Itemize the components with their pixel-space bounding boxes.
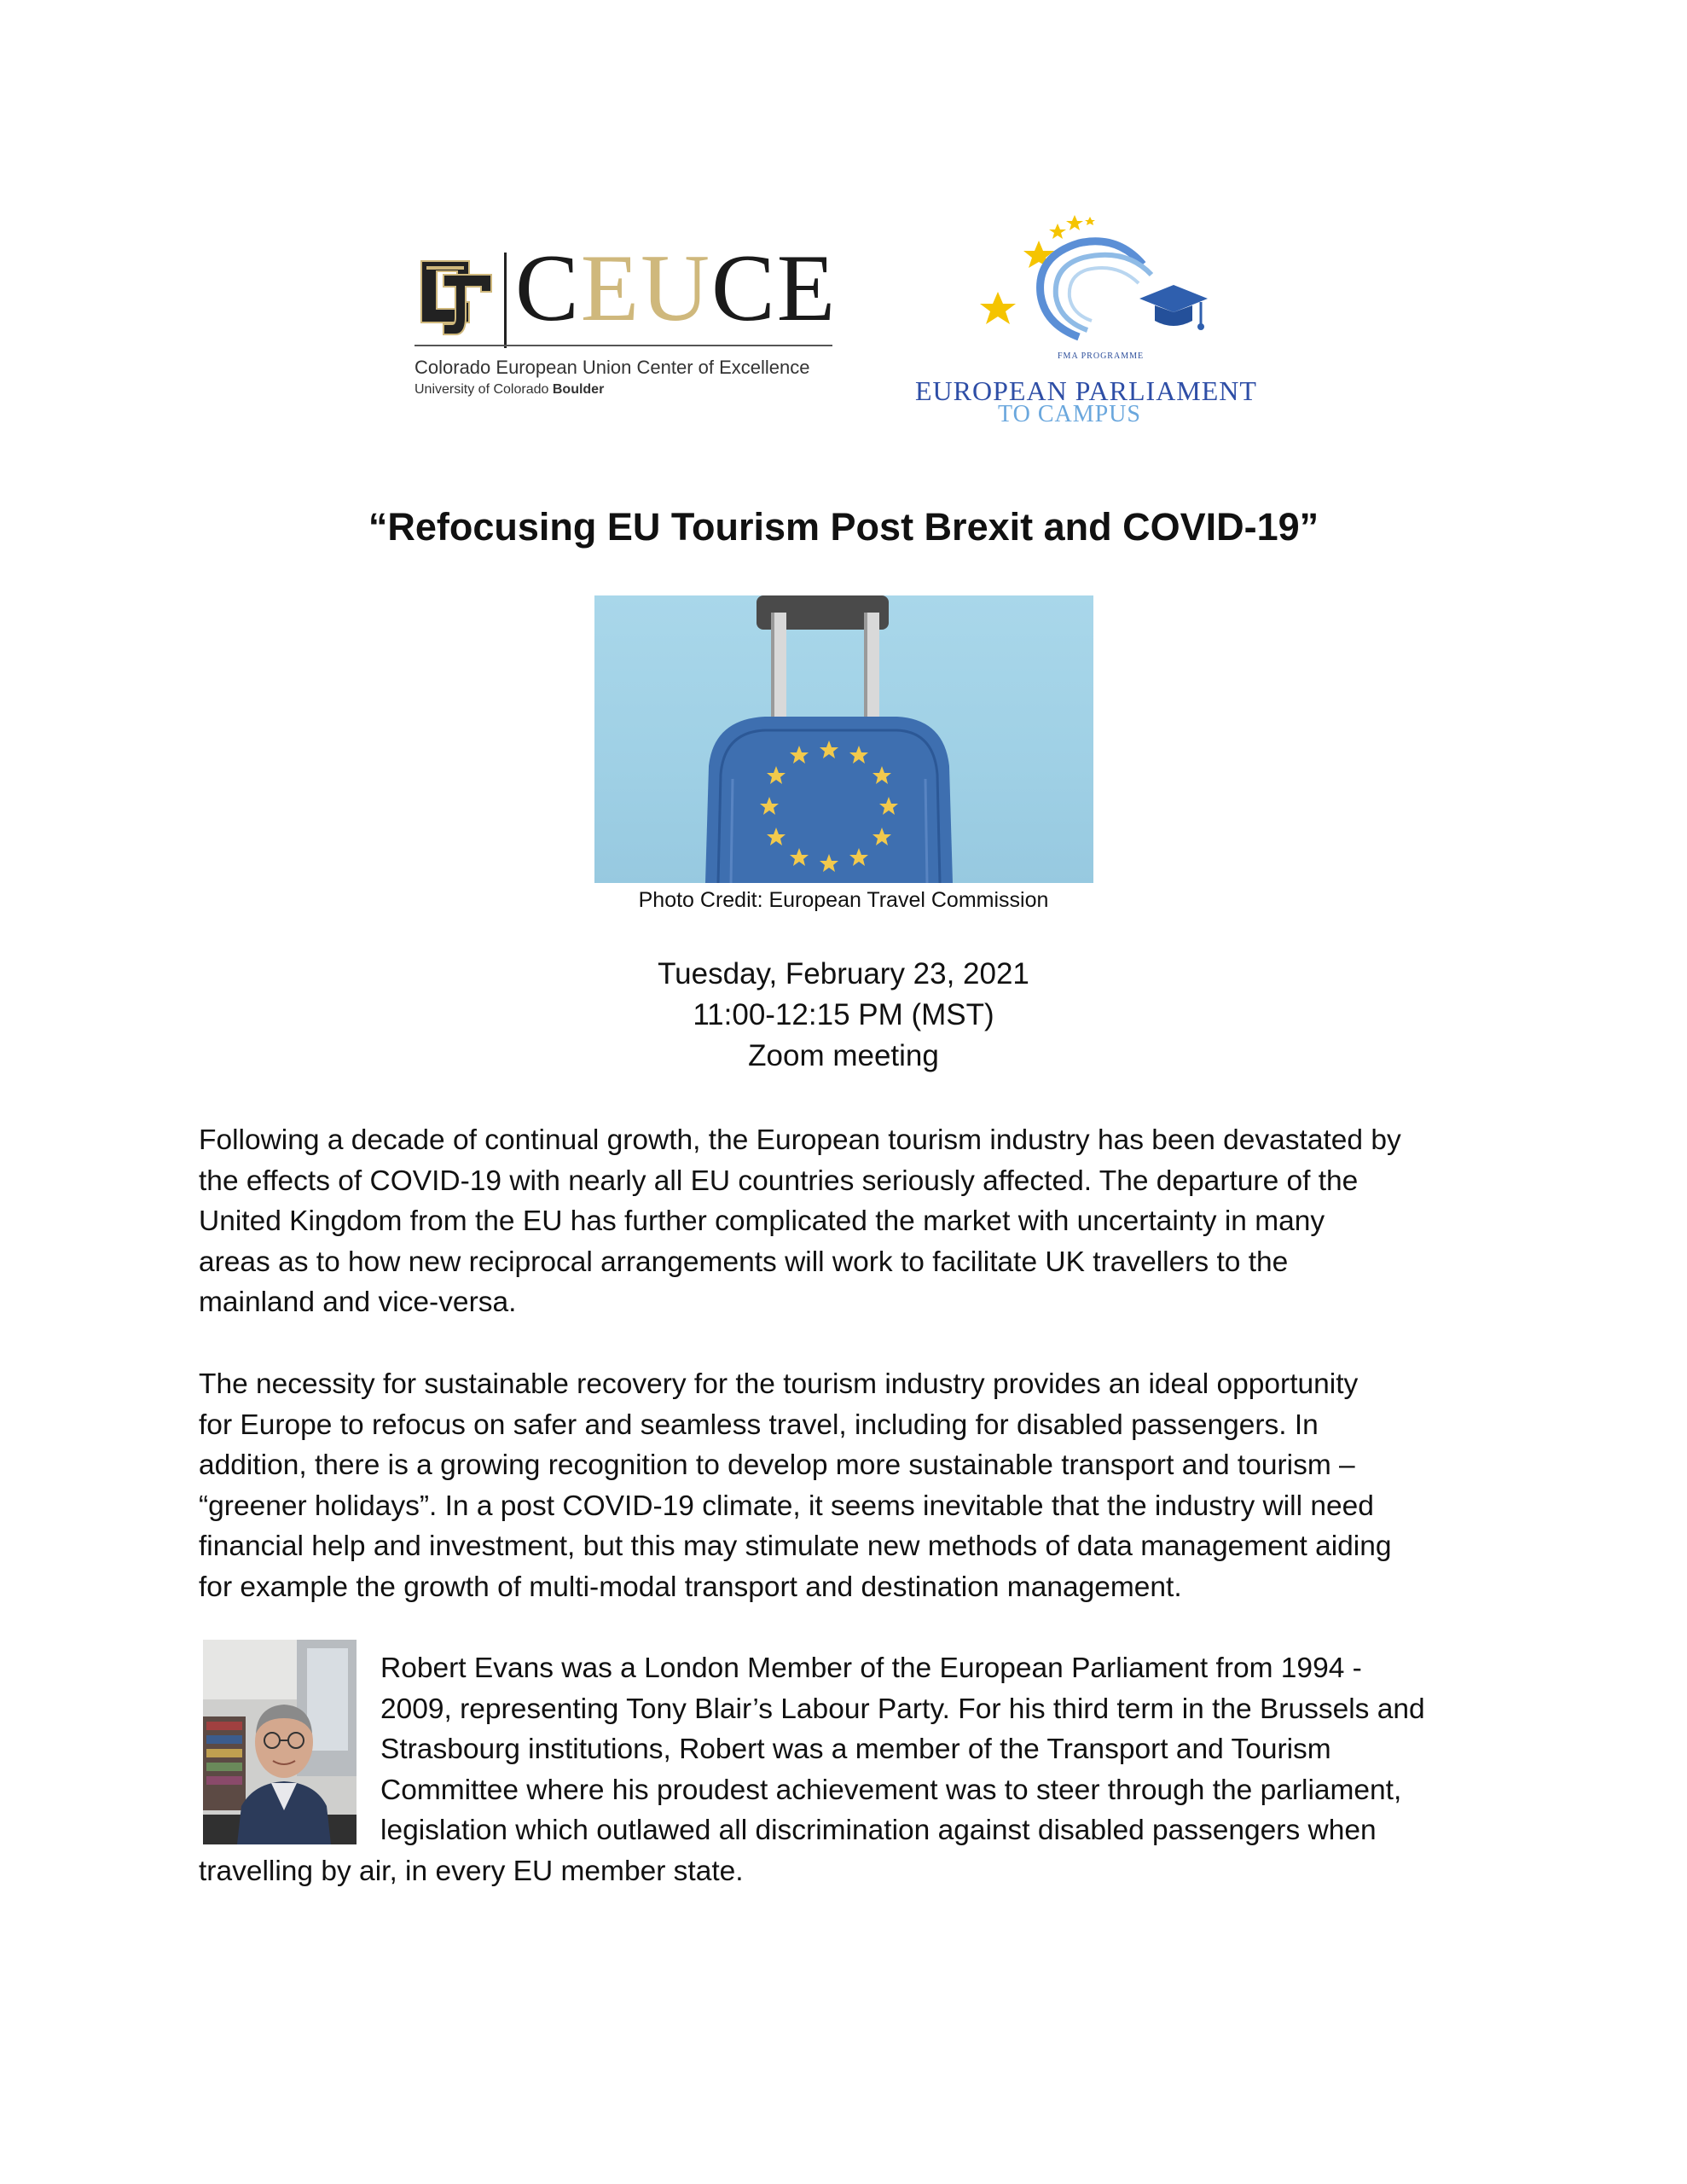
logo-rule <box>415 345 832 346</box>
ceuce-logo <box>408 189 902 445</box>
ceuce-university: University of Colorado Boulder <box>415 382 605 397</box>
ep-to-campus-logo <box>904 196 1262 452</box>
event-location: Zoom meeting <box>748 1039 939 1072</box>
recovery-paragraph <box>199 1364 1495 1607</box>
bio-line: travelling by air, in every EU member state. <box>199 1855 744 1887</box>
cu-boulder-icon <box>418 258 495 339</box>
paragraph-line: mainland and vice-versa. <box>199 1287 517 1318</box>
eu-suitcase-photo-icon <box>594 595 1093 883</box>
bio-line: Robert Evans was a London Member of the European Parliament from 1994 - <box>380 1653 1362 1684</box>
bio-line: Committee where his proudest achievement was to steer through the parliament, <box>380 1774 1402 1806</box>
event-time: 11:00-12:15 PM (MST) <box>693 998 994 1031</box>
bio-line: 2009, representing Tony Blair’s Labour Party. For his third term in the Brussels and <box>380 1693 1425 1725</box>
page-title: “Refocusing EU Tourism Post Brexit and COVID-19” <box>368 505 1319 549</box>
paragraph-line: “greener holidays”. In a post COVID-19 climate, it seems inevitable that the industry will need <box>199 1490 1374 1522</box>
paragraph-line: Following a decade of continual growth, the European tourism industry has been devastated by <box>199 1124 1401 1156</box>
ceuce-wordmark: CEUCE <box>515 235 838 341</box>
bio-line: legislation which outlawed all discrimination against disabled passengers when <box>380 1815 1377 1846</box>
paragraph-line: for Europe to refocus on safer and seamless travel, including for disabled passengers. In <box>199 1409 1319 1441</box>
ep-swoosh-icon <box>972 213 1228 358</box>
paragraph-line: United Kingdom from the EU has further complicated the market with uncertainty in many <box>199 1205 1325 1237</box>
paragraph-line: financial help and investment, but this may stimulate new methods of data management aiding <box>199 1531 1392 1562</box>
bio-line: Strasbourg institutions, Robert was a member of the Transport and Tourism <box>380 1734 1331 1765</box>
ep-title-line1: EUROPEAN PARLIAMENT <box>915 375 1257 406</box>
ep-title-line2: TO CAMPUS <box>998 401 1141 427</box>
event-date: Tuesday, February 23, 2021 <box>658 957 1029 990</box>
speaker-bio <box>199 1648 1512 1891</box>
paragraph-line: the effects of COVID-19 with nearly all EU countries seriously affected. The departure of the <box>199 1165 1359 1197</box>
photo-credit: Photo Credit: European Travel Commission <box>638 888 1049 912</box>
logo-divider <box>504 253 507 348</box>
paragraph-line: for example the growth of multi-modal transport and destination management. <box>199 1571 1182 1603</box>
paragraph-line: The necessity for sustainable recovery for the tourism industry provides an ideal opportunity <box>199 1368 1359 1400</box>
paragraph-line: addition, there is a growing recognition to develop more sustainable transport and tourism – <box>199 1449 1355 1481</box>
intro-paragraph <box>199 1120 1495 1323</box>
ceuce-subtitle: Colorado European Union Center of Excellence <box>415 357 810 378</box>
paragraph-line: areas as to how new reciprocal arrangements will work to facilitate UK travellers to the <box>199 1246 1289 1278</box>
ep-programme-label: FMA PROGRAMME <box>1058 351 1145 361</box>
